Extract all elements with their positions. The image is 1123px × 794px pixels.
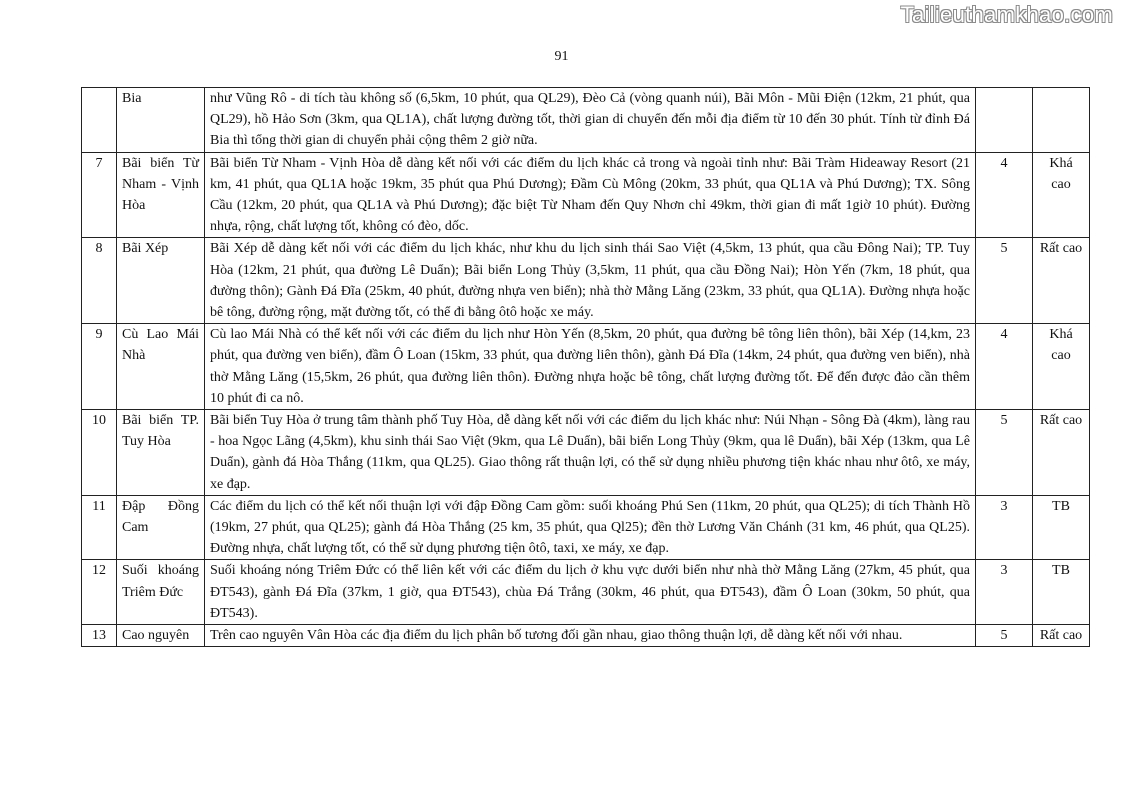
rating-level: Khá cao: [1033, 324, 1090, 410]
connectivity-description: như Vũng Rô - di tích tàu không số (6,5km, 10 phút, qua QL29), Đèo Cả (vòng quanh núi), Bãi Môn - Mũi Điện (12km, 21 phút, qua QL29), hồ Hảo Sơn (3km, qua QL1A), chất lượng đường tốt, thời gian di chuyển đến mỗi địa điểm từ 10 đến 30 phút. Tính từ đỉnh Đá Bia thì tổng thời gian di chuyển phải cộng thêm 2 giờ nữa.: [205, 88, 976, 153]
destination-name: Đập Đồng Cam: [117, 495, 205, 560]
connectivity-description: Bãi Xép dễ dàng kết nối với các điểm du lịch khác, như khu du lịch sinh thái Sao Việt (4,5km, 13 phút, qua cầu Đông Nai); TP. Tuy Hòa (12km, 21 phút, qua đường Lê Duẩn); Bãi biển Long Thủy (3,5km, 11 phút, qua cầu Đồng Nai); Hòn Yến (7km, 18 phút, qua đường thôn); Gành Đá Đĩa (25km, 40 phút, đường nhựa ven biển); nhà thờ Mằng Lăng (23km, 33 phút, qua QL1A). Đường nhựa hoặc bê tông, đường rộng, mặt đường tốt, có thể đi bằng ôtô hoặc xe máy.: [205, 238, 976, 324]
rating-level: TB: [1033, 495, 1090, 560]
destination-name: Suối khoáng Triêm Đức: [117, 560, 205, 625]
score: 5: [976, 410, 1033, 496]
rating-level: Rất cao: [1033, 625, 1090, 647]
connectivity-description: Các điểm du lịch có thể kết nối thuận lợi với đập Đồng Cam gồm: suối khoáng Phú Sen (11km, 20 phút, qua QL25); di tích Thành Hồ (19km, 27 phút, qua QL25); gành đá Hòa Thắng (25 km, 35 phút, qua Ql25); đền thờ Lương Văn Chánh (31 km, 46 phút, qua QL25). Đường nhựa, chất lượng tốt, có thể sử dụng phương tiện ôtô, taxi, xe máy, xe đạp.: [205, 495, 976, 560]
row-number: 13: [82, 625, 117, 647]
score: 4: [976, 324, 1033, 410]
page-number: 91: [554, 49, 569, 64]
table-row: [82, 560, 1090, 625]
connectivity-description: Suối khoáng nóng Triêm Đức có thể liên kết với các điểm du lịch ở khu vực dưới biển như nhà thờ Mằng Lăng (27km, 45 phút, qua ĐT543), gành Đá Đĩa (37km, 1 giờ, qua ĐT543), chùa Đá Trắng (30km, 46 phút, qua ĐT543), đầm Ô Loan (30km, 50 phút, qua ĐT543).: [205, 560, 976, 625]
connectivity-description: Cù lao Mái Nhà có thể kết nối với các điểm du lịch như Hòn Yến (8,5km, 20 phút, qua đường bê tông liên thôn), bãi Xép (14,km, 23 phút, qua đường ven biển), đầm Ô Loan (15km, 33 phút, qua đường liên thôn), gành Đá Đĩa (14km, 24 phút, qua đường ven biển), nhà thờ Mằng Lăng (15,5km, 26 phút, qua đường liên thôn). Đường nhựa hoặc bê tông, chất lượng đường tốt. Để đến được đảo cần thêm 10 phút đi ca nô.: [205, 324, 976, 410]
score: 5: [976, 238, 1033, 324]
table-row: [82, 625, 1090, 647]
destination-name: Bãi Xép: [117, 238, 205, 324]
connectivity-description: Trên cao nguyên Vân Hòa các địa điểm du lịch phân bố tương đối gần nhau, giao thông thuận lợi, dễ dàng kết nối với nhau.: [205, 625, 976, 647]
destination-name: Cao nguyên: [117, 625, 205, 647]
table-row: [82, 152, 1090, 238]
row-number: 8: [82, 238, 117, 324]
score: [976, 88, 1033, 153]
row-number: 11: [82, 495, 117, 560]
score: 5: [976, 625, 1033, 647]
rating-level: TB: [1033, 560, 1090, 625]
row-number: [82, 88, 117, 153]
connectivity-description: Bãi biển Tuy Hòa ở trung tâm thành phố Tuy Hòa, dễ dàng kết nối với các điểm du lịch khác như: Núi Nhạn - Sông Đà (4km), làng rau - hoa Ngọc Lãng (4,5km), khu sinh thái Sao Việt (9km, qua Lê Duẩn), bãi biển Long Thủy (9km, qua lê Duẩn), bãi Xép (13km, qua Lê Duẩn), gành đá Hòa Thắng (11km, qua QL25). Giao thông rất thuận lợi, có thể sử dụng nhiều phương tiện khác nhau như ôtô, xe máy, xe đạp.: [205, 410, 976, 496]
rating-level: Rất cao: [1033, 410, 1090, 496]
connectivity-description: Bãi biển Từ Nham - Vịnh Hòa dễ dàng kết nối với các điểm du lịch khác cả trong và ngoài tỉnh như: Bãi Tràm Hideaway Resort (21 km, 41 phút, qua QL1A hoặc 19km, 35 phút qua Phú Dương); Đầm Cù Mông (20km, 33 phút, qua QL1A và Phú Dương); TX. Sông Cầu (12km, 20 phút, qua QL1A và Phú Dương); đặc biệt Từ Nham đến Quy Nhơn chỉ 49km, thời gian đi mất 1giờ 10 phút). Đường nhựa, rộng, chất lượng tốt, không có đèo, dốc.: [205, 152, 976, 238]
rating-level: Rất cao: [1033, 238, 1090, 324]
table-row: [82, 88, 1090, 153]
score: 3: [976, 560, 1033, 625]
table-row: [82, 410, 1090, 496]
watermark: Tailieuthamkhao.com: [900, 2, 1113, 27]
table-row: [82, 324, 1090, 410]
rating-level: Khá cao: [1033, 152, 1090, 238]
destination-name: Bia: [117, 88, 205, 153]
destination-connectivity-table: [81, 87, 1090, 647]
row-number: 10: [82, 410, 117, 496]
row-number: 9: [82, 324, 117, 410]
row-number: 7: [82, 152, 117, 238]
destination-name: Bãi biển Từ Nham - Vịnh Hòa: [117, 152, 205, 238]
destination-name: Cù Lao Mái Nhà: [117, 324, 205, 410]
rating-level: [1033, 88, 1090, 153]
row-number: 12: [82, 560, 117, 625]
score: 4: [976, 152, 1033, 238]
destination-name: Bãi biển TP. Tuy Hòa: [117, 410, 205, 496]
score: 3: [976, 495, 1033, 560]
table-row: [82, 238, 1090, 324]
table-row: [82, 495, 1090, 560]
